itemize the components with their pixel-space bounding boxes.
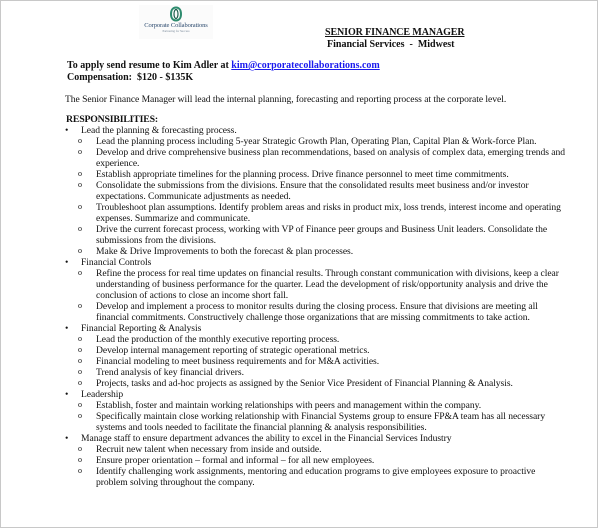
- sub-list-item: [65, 400, 565, 411]
- list-item: [65, 323, 565, 334]
- list-item: [65, 433, 565, 444]
- sub-item-text: Financial modeling to meet business requirements and for M&A activities.: [96, 356, 380, 367]
- sub-item-text: Projects, tasks and ad-hoc projects as assigned by the Senior Vice President of Financial Planning & Analysis.: [96, 378, 513, 389]
- apply-prefix: To apply send resume to Kim Adler at: [67, 60, 232, 71]
- sub-bullet-icon: o: [78, 169, 82, 178]
- sub-item-text: Consolidate the submissions from the divisions. Ensure that the consolidated results meet business and/or investor expectations. Communicate adjustments as needed.: [96, 180, 529, 202]
- list-item-label: Manage staff to ensure department advances the ability to excel in the Financial Services Industry: [81, 433, 452, 444]
- sub-item-text: Ensure proper orientation – formal and informal – for all new employees.: [96, 455, 375, 466]
- sub-list-item: [65, 268, 565, 301]
- list-item-label: Lead the planning & forecasting process.: [81, 125, 237, 136]
- bullet-icon: •: [65, 257, 69, 268]
- sub-bullet-icon: o: [78, 466, 82, 475]
- sub-item-text: Establish appropriate timelines for the planning process. Drive finance personnel to meet time commitments.: [96, 169, 509, 180]
- sub-item-text: Specifically maintain close working relationship with Financial Systems group to ensure FP&A team has all necessary systems and tools needed to facilitate the financial planning & analysis responsibilities.: [96, 411, 546, 433]
- sub-list-item: [65, 367, 565, 378]
- sub-bullet-icon: o: [78, 334, 82, 343]
- sub-bullet-icon: o: [78, 345, 82, 354]
- logo-mark-icon: [168, 6, 184, 22]
- sub-item-text: Troubleshoot plan assumptions. Identify problem areas and risks in product mix, loss trends, interest income and operating expenses. Summarize and communicate.: [96, 202, 561, 224]
- sub-list-item: [65, 180, 565, 202]
- sub-item-text: Drive the current forecast process, working with VP of Finance peer groups and Business Unit leaders. Consolidate the submissions from the divisions.: [96, 224, 548, 246]
- sub-bullet-icon: o: [78, 455, 82, 464]
- sub-list-item: [65, 345, 565, 356]
- sub-list-item: [65, 334, 565, 345]
- sub-list-item: [65, 136, 565, 147]
- sub-item-text: Lead the production of the monthly executive reporting process.: [96, 334, 340, 345]
- sub-bullet-icon: o: [78, 202, 82, 211]
- sub-bullet-icon: o: [78, 400, 82, 409]
- sub-list-item: [65, 224, 565, 246]
- sub-list-item: [65, 301, 565, 323]
- sub-list-item: [65, 202, 565, 224]
- list-item: [65, 125, 565, 136]
- sub-list-item: [65, 411, 565, 433]
- sub-item-text: Trend analysis of key financial drivers.: [96, 367, 244, 378]
- sub-bullet-icon: o: [78, 444, 82, 453]
- sub-list-item: [65, 356, 565, 367]
- sub-bullet-icon: o: [78, 180, 82, 189]
- list-item-label: Leadership: [81, 389, 124, 400]
- email-link[interactable]: kim@corporatecollaborations.com: [231, 60, 380, 71]
- intro-paragraph: The Senior Finance Manager will lead the internal planning, forecasting and reporting process at the corporate level.: [65, 94, 507, 105]
- bullet-icon: •: [65, 433, 69, 444]
- company-logo: [139, 5, 213, 39]
- sub-item-text: Make & Drive Improvements to both the forecast & plan processes.: [96, 246, 354, 257]
- sub-bullet-icon: o: [78, 136, 82, 145]
- sub-bullet-icon: o: [78, 378, 82, 387]
- logo-tagline: Partnering for Success: [162, 29, 190, 33]
- job-title: SENIOR FINANCE MANAGER: [325, 27, 465, 38]
- sub-item-text: Identify challenging work assignments, mentoring and education programs to give employees exposure to proactive problem solving throughout the company.: [96, 466, 536, 488]
- list-item: [65, 257, 565, 268]
- sub-bullet-icon: o: [78, 246, 82, 255]
- sub-item-text: Lead the planning process including 5-year Strategic Growth Plan, Operating Plan, Capital Plan & Work-force Plan.: [96, 136, 537, 147]
- bullet-icon: •: [65, 389, 69, 400]
- sub-item-text: Refine the process for real time updates on financial results. Through constant communication with divisions, keep a clear understanding of business performance for the quarter. Lead the development of risk/opportunity analysis and drive the conclusion of actions to close an income short fall.: [96, 268, 559, 301]
- sub-item-text: Establish, foster and maintain working relationships with peers and management within the company.: [96, 400, 482, 411]
- list-item: [65, 389, 565, 400]
- sub-list-item: [65, 147, 565, 169]
- sub-list-item: [65, 444, 565, 455]
- sub-list-item: [65, 246, 565, 257]
- responsibilities-heading: RESPONSIBILITIES:: [66, 114, 158, 125]
- sub-item-text: Develop and drive comprehensive business plan recommendations, based on analysis of complex data, emerging trends and experience.: [96, 147, 565, 169]
- bullet-icon: •: [65, 125, 69, 136]
- list-item-label: Financial Controls: [81, 257, 152, 268]
- sub-list-item: [65, 169, 565, 180]
- sub-bullet-icon: o: [78, 147, 82, 156]
- bullet-icon: •: [65, 323, 69, 334]
- sub-bullet-icon: o: [78, 356, 82, 365]
- sub-item-text: Develop internal management reporting of strategic operational metrics.: [96, 345, 370, 356]
- compensation: Compensation: $120 - $135K: [67, 72, 194, 83]
- sub-bullet-icon: o: [78, 268, 82, 277]
- logo-company-name: Corporate Collaborations: [144, 22, 208, 29]
- list-item-label: Financial Reporting & Analysis: [81, 323, 202, 334]
- apply-line: [67, 60, 380, 71]
- sub-bullet-icon: o: [78, 367, 82, 376]
- sub-item-text: Recruit new talent when necessary from inside and outside.: [96, 444, 322, 455]
- sub-bullet-icon: o: [78, 224, 82, 233]
- sub-bullet-icon: o: [78, 301, 82, 310]
- responsibilities-list: [65, 125, 565, 488]
- sub-item-text: Develop and implement a process to monitor results during the closing process. Ensure that divisions are meeting all financial commitments. Constructively challenge those organizations that are missing commitments to take action.: [96, 301, 538, 323]
- job-subtitle: Financial Services - Midwest: [327, 39, 455, 50]
- sub-list-item: [65, 455, 565, 466]
- sub-bullet-icon: o: [78, 411, 82, 420]
- sub-list-item: [65, 378, 565, 389]
- sub-list-item: [65, 466, 565, 488]
